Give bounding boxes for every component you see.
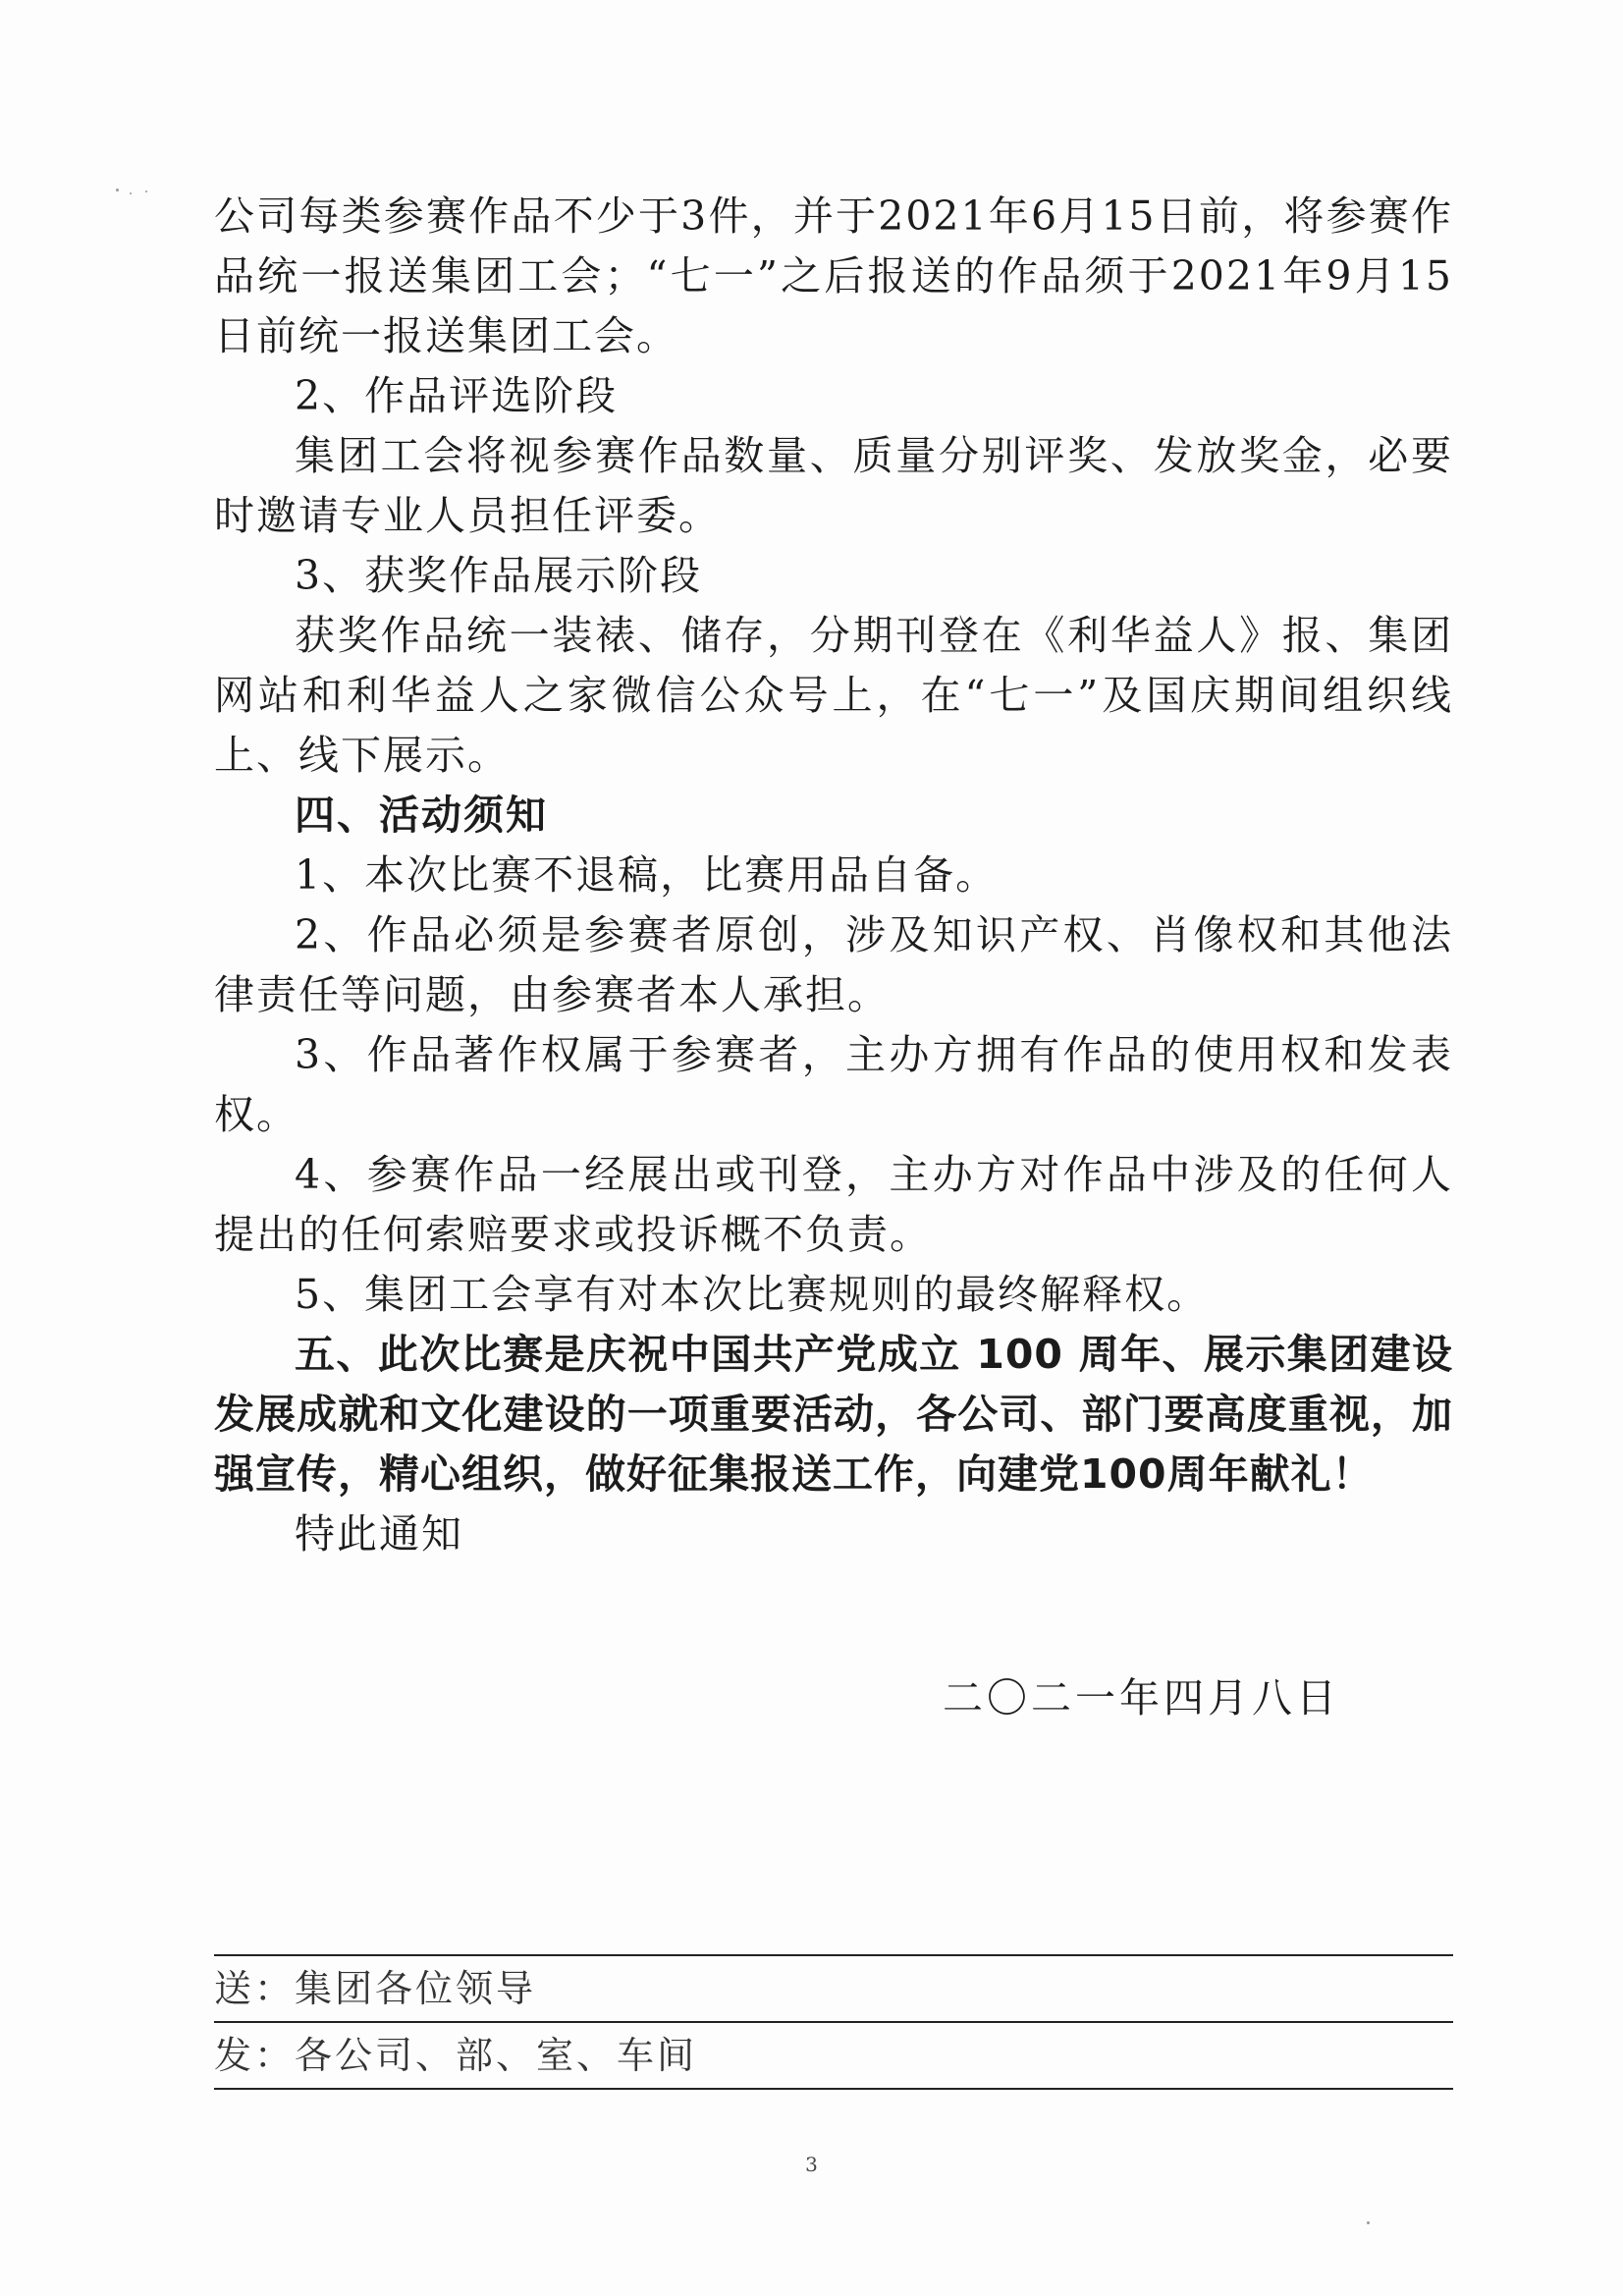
- note-item-5: 5、集团工会享有对本次比赛规则的最终解释权。: [295, 1271, 1210, 1318]
- note-item-3: 3、作品著作权属于参赛者，主办方拥有作品的使用权和发表权。: [214, 1031, 1453, 1138]
- section-heading-notes: 四、活动须知: [295, 792, 548, 839]
- paragraph-submission: 公司每类参赛作品不少于3件，并于2021年6月15日前，将参赛作品统一报送集团工会；“七一”之后报送的作品须于2021年9月15日前统一报送集团工会。: [214, 192, 1453, 359]
- scan-speck: [116, 189, 119, 191]
- issue-date: 二〇二一年四月八日: [943, 1674, 1340, 1722]
- scan-speck: [1367, 2221, 1370, 2224]
- footer-recipients: 送：集团各位领导: [214, 1967, 537, 2010]
- notice-body: [214, 187, 1453, 1564]
- footer-divider: [214, 2088, 1453, 2090]
- paragraph-judging: 集团工会将视参赛作品数量、质量分别评奖、发放奖金，必要时邀请专业人员担任评委。: [214, 432, 1453, 539]
- footer-distribution: 发：各公司、部、室、车间: [214, 2034, 698, 2077]
- distribution-footer: [214, 1954, 1453, 2090]
- note-item-1: 1、本次比赛不退稿，比赛用品自备。: [295, 851, 999, 899]
- page-number: 3: [805, 2153, 818, 2176]
- paragraph-display: 获奖作品统一装裱、储存，分期刊登在《利华益人》报、集团网站和利华益人之家微信公众号上，在“七一”及国庆期间组织线上、线下展示。: [214, 612, 1453, 779]
- closing-phrase: 特此通知: [295, 1510, 463, 1558]
- section-five-paragraph: 五、此次比赛是庆祝中国共产党成立 100 周年、展示集团建设发展成就和文化建设的一项重要活动，各公司、部门要高度重视，加强宣传，精心组织，做好征集报送工作，向建党100周年献礼！: [214, 1331, 1453, 1498]
- subheading-judging-stage: 2、作品评选阶段: [295, 372, 619, 419]
- subheading-display-stage: 3、获奖作品展示阶段: [295, 552, 703, 599]
- note-item-2: 2、作品必须是参赛者原创，涉及知识产权、肖像权和其他法律责任等问题，由参赛者本人承担。: [214, 911, 1453, 1018]
- scan-speck: [145, 191, 147, 192]
- note-item-4: 4、参赛作品一经展出或刊登，主办方对作品中涉及的任何人提出的任何索赔要求或投诉概不负责。: [214, 1151, 1453, 1258]
- scan-speck: [130, 192, 132, 194]
